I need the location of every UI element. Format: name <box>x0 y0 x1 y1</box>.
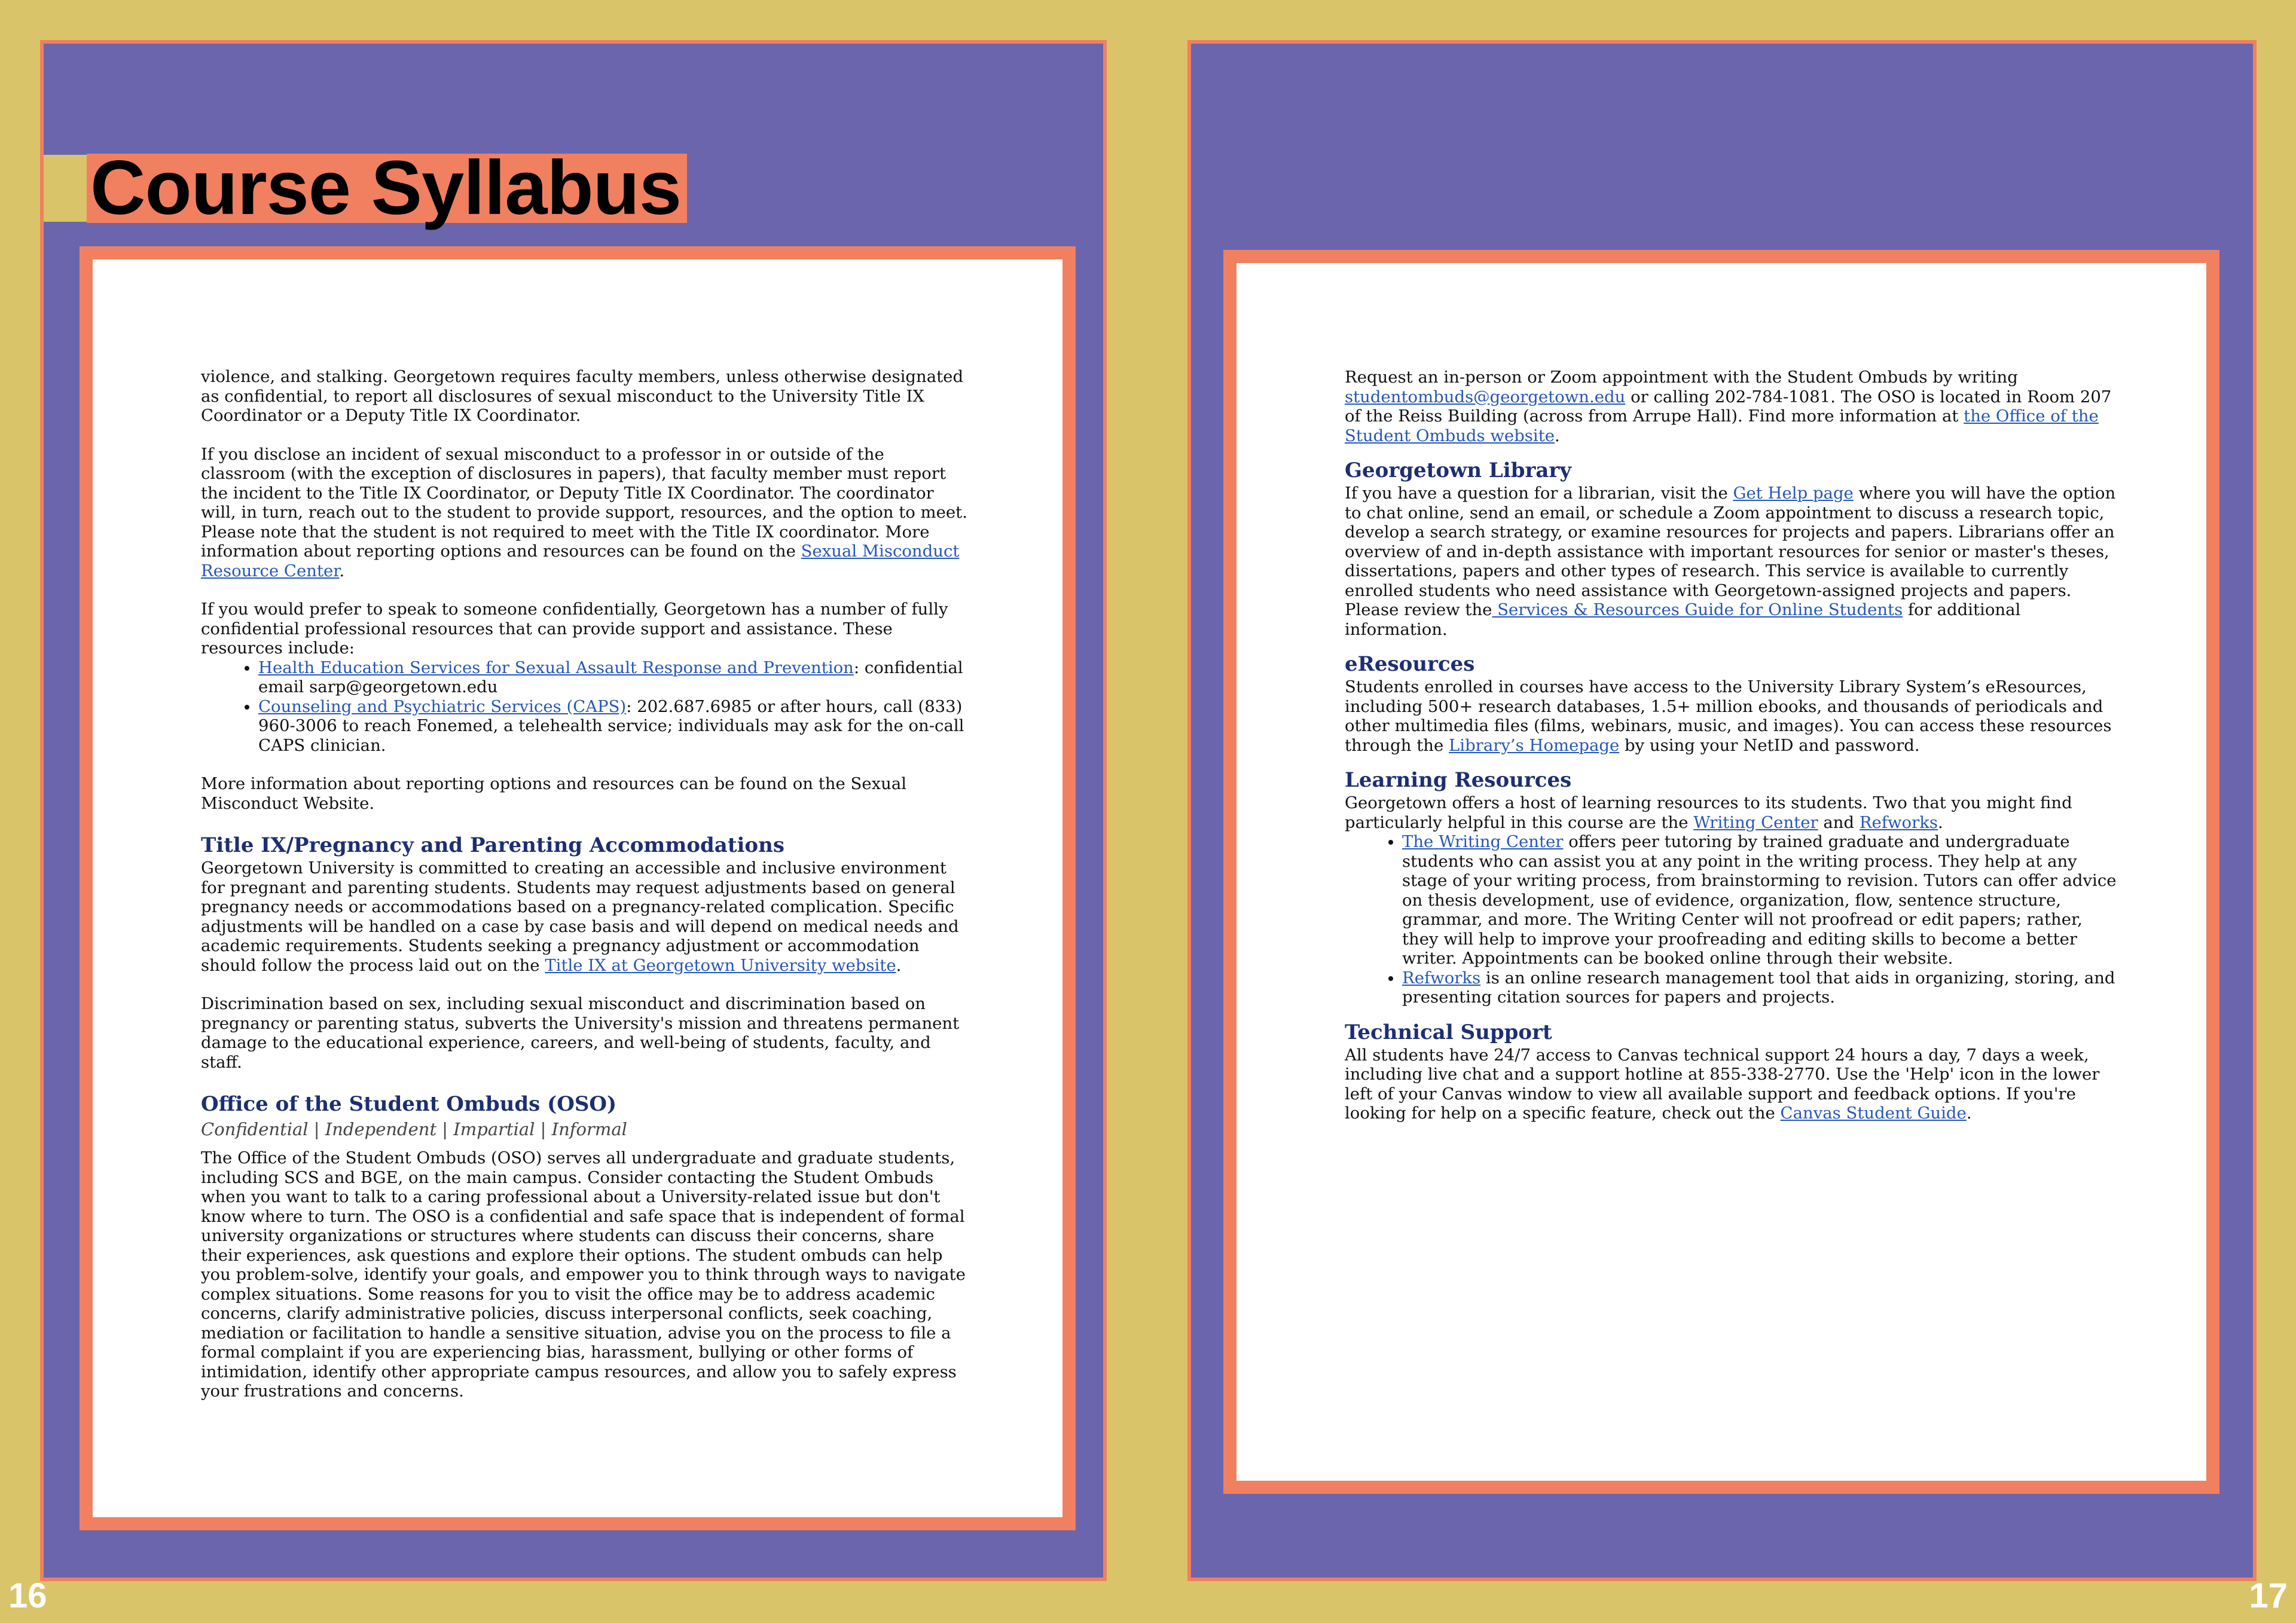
student-ombuds-email-link[interactable]: studentombuds@georgetown.edu <box>1345 387 1626 406</box>
refworks-link[interactable]: Refworks <box>1859 812 1938 832</box>
paragraph: The Office of the Student Ombuds (OSO) serves all undergraduate and graduate students, including SCS and BGE, on the main campus. Consider contacting the Student Ombuds when you want to talk to a caring professional about a University-related issue but don't know where to turn. The OSO is a confidential and safe space that is independent of formal university organizations or structures where students can discuss their concerns, share their experiences, ask questions and explore their options. The student ombuds can help you problem-solve, identify your goals, and empower you to think through ways to navigate complex situations. Some reasons for you to visit the office may be to address academic concerns, clarify administrative policies, discuss interpersonal conflicts, seek coaching, mediation or facilitation to handle a sensitive situation, advise you on the process to file a formal complaint if you are experiencing bias, harassment, bullying or other forms of intimidation, identify other appropriate campus resources, and allow you to safely express your frustrations and concerns. <box>201 1148 966 1401</box>
paragraph: Discrimination based on sex, including sexual misconduct and discrimination based on pregnancy or parenting status, subverts the University's mission and threatens permanent damage to the educational experience, careers, and well-being of students, faculty, and staff. <box>201 994 960 1072</box>
paragraph: If you disclose an incident of sexual misconduct to a professor in or outside of the classroom (with the exception of disclosures in papers), that faculty member must report the incident to the Title IX Coordinator, or Deputy Title IX Coordinator. The coordinator will, in turn, reach out to the student to provide support, resources, and the option to meet. Please note that the student is not required to meet with the Title IX coordinator. More information about reporting options and resources can be found on the Sexual Misconduct Resource Center. <box>201 444 967 580</box>
page-17 <box>1187 40 2257 1581</box>
page-number-left: 16 <box>8 1576 47 1615</box>
page-16 <box>40 40 1107 1581</box>
oso-subtitle: Confidential | Independent | Impartial | Informal <box>201 1119 627 1139</box>
section-heading-learning-resources: Learning Resources <box>1345 768 1572 792</box>
canvas-student-guide-link[interactable]: Canvas Student Guide <box>1780 1104 1967 1123</box>
writing-center-link[interactable]: Writing Center <box>1693 812 1818 832</box>
sexual-misconduct-resource-center-link[interactable]: Sexual Misconduct Resource Center <box>201 542 960 580</box>
paragraph: Georgetown offers a host of learning resources to its students. Two that you might find particularly helpful in this course are the Writing Center and Refworks. <box>1345 793 2072 832</box>
the-writing-center-link[interactable]: The Writing Center <box>1402 832 1564 851</box>
document-sheet <box>93 259 1062 1517</box>
section-heading-technical-support: Technical Support <box>1345 1020 1552 1044</box>
list-item: • The Writing Center offers peer tutoring by trained graduate and undergraduate students who can assist you at any point in the writing process. They help at any stage of your writing process, from brainstorming to revision. Tutors can offer advice on thesis development, use of evidence, organization, flow, sentence structure, grammar, and more. The Writing Center will not proofread or edit papers; rather, they will help to improve your proofreading and editing skills to become a better writer. Appointments can be booked online through their website. <box>1402 832 2119 968</box>
paragraph: If you have a question for a librarian, visit the Get Help page where you will have the option to chat online, send an email, or schedule a Zoom appointment to discuss a research topic, develop a search strategy, or examine resources for projects and papers. Librarians offer an overview of and in-depth assistance with important resources for senior or master's theses, dissertations, papers and other types of research. This service is available to currently enrolled students who need assistance with Georgetown-assigned projects and papers. Please review the Services & Resources Guide for Online Students for additional information. <box>1345 484 2116 639</box>
refworks-item-link[interactable]: Refworks <box>1402 968 1481 988</box>
resource-list <box>201 658 972 756</box>
content-frame <box>1223 250 2219 1494</box>
paragraph: Georgetown University is committed to creating an accessible and inclusive environment for pregnant and parenting students. Students may request adjustments based on general pregnancy needs or accommodations based on a pregnancy-related complication. Specific adjustments will be handled on a case by case basis and will depend on medical needs and academic requirements. Students seeking a pregnancy adjustment or accommodation should follow the process laid out on the Title IX at Georgetown University website. <box>201 858 959 975</box>
learning-resources-list <box>1345 832 2119 1007</box>
paragraph: If you would prefer to speak to someone confidentially, Georgetown has a number of fully confidential professional resources that can provide support and assistance. These resources include: <box>201 600 948 658</box>
paragraph: More information about reporting options and resources can be found on the Sexual Misconduct Website. <box>201 774 907 813</box>
paragraph: All students have 24/7 access to Canvas technical support 24 hours a day, 7 days a week, including live chat and a support hotline at 855-338-2770. Use the 'Help' icon in the lower left of your Canvas window to view all available support and feedback options. If you're looking for help on a specific feature, check out the Canvas Student Guide. <box>1345 1045 2100 1123</box>
services-resources-guide-link[interactable]: Services & Resources Guide for Online Students <box>1492 600 1903 619</box>
section-heading-eresources: eResources <box>1345 652 1475 676</box>
content-frame <box>80 246 1076 1530</box>
library-homepage-link[interactable]: Library’s Homepage <box>1449 735 1620 755</box>
health-education-services-link[interactable]: Health Education Services for Sexual Assault Response and Prevention <box>258 658 854 677</box>
get-help-page-link[interactable]: Get Help page <box>1733 484 1854 503</box>
list-item: • Counseling and Psychiatric Services (CAPS): 202.687.6985 or after hours, call (833) 960-3006 to reach Fonemed, a telehealth service; individuals may ask for the on-call CAPS clinician. <box>258 697 972 756</box>
paragraph: violence, and stalking. Georgetown requires faculty members, unless otherwise designated as confidential, to report all disclosures of sexual misconduct to the University Title IX Coordinator or a Deputy Title IX Coordinator. <box>201 367 964 425</box>
oso-website-link[interactable]: the Office of the Student Ombuds website <box>1345 406 2099 445</box>
document-sheet <box>1236 263 2206 1481</box>
section-heading-library: Georgetown Library <box>1345 459 1572 482</box>
document-body <box>1345 368 2119 1142</box>
list-item: • Refworks is an online research management tool that aids in organizing, storing, and presenting citation sources for papers and projects. <box>1402 968 2119 1007</box>
section-heading-title-ix: Title IX/Pregnancy and Parenting Accommodations <box>201 833 784 857</box>
section-heading-oso: Office of the Student Ombuds (OSO) <box>201 1092 617 1116</box>
page-title: Course Syllabus <box>90 145 681 231</box>
title-box <box>87 145 687 231</box>
page-number-right: 17 <box>2249 1576 2288 1615</box>
paragraph: Request an in-person or Zoom appointment with the Student Ombuds by writing studentombuds@georgetown.edu or calling 202-784-1081. The OSO is located in Room 207 of the Reiss Building (across from Arrupe Hall). Find more information at the Office of the Student Ombuds website. <box>1345 368 2112 445</box>
list-item: • Health Education Services for Sexual Assault Response and Prevention: confidential email sarp@georgetown.edu <box>258 658 972 697</box>
caps-link[interactable]: Counseling and Psychiatric Services (CAPS) <box>258 696 627 716</box>
document-body <box>201 367 972 1420</box>
paragraph: Students enrolled in courses have access to the University Library System’s eResources, including 500+ research databases, 1.5+ million ebooks, and thousands of periodicals and other multimedia files (films, webinars, music, and images). You can access these resources through the Library’s Homepage by using your NetID and password. <box>1345 677 2112 755</box>
title-ix-website-link[interactable]: Title IX at Georgetown University website <box>545 955 896 975</box>
title-accent-bar <box>44 155 87 222</box>
